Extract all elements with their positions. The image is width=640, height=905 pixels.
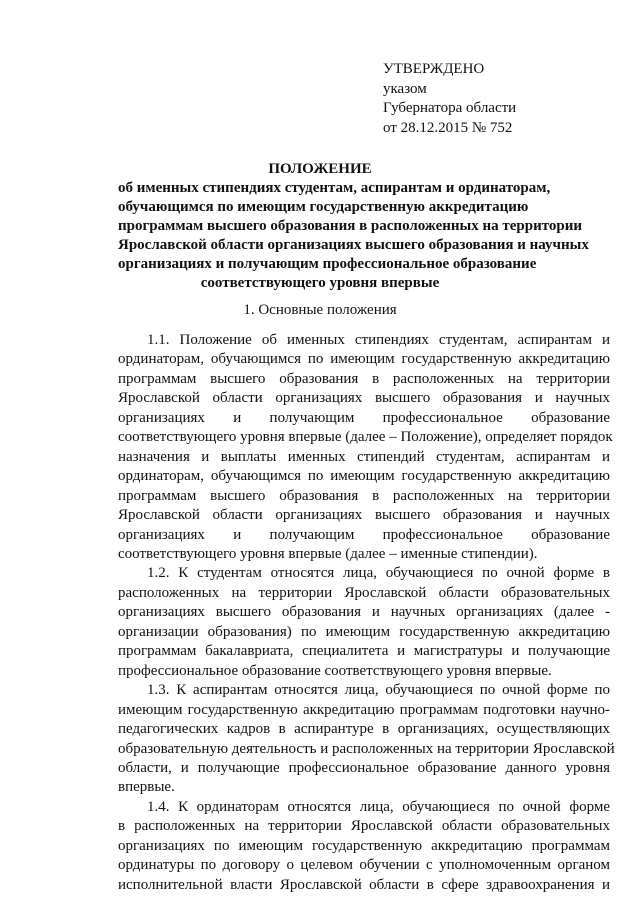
title-line: обучающимся по имеющим государственную аккредитацию bbox=[118, 199, 529, 215]
paragraph-1-2 bbox=[118, 564, 610, 681]
approval-stamp bbox=[383, 60, 516, 138]
text-line: ординаторам, обучающимся по имеющим государственную аккредитацию bbox=[118, 468, 610, 485]
title-line: программам высшего образования в расположенных на территории bbox=[118, 218, 583, 234]
text-line: 1.4. К ординаторам относятся лица, обучающиеся по очной форме bbox=[147, 798, 610, 815]
text-line: 1.3. К аспирантам относятся лица, обучающиеся по очной форме по bbox=[147, 682, 610, 699]
text-line: организациях и получающим профессиональное образование bbox=[118, 409, 610, 426]
text-line: соответствующего уровня впервые (далее – Положение), определяет порядок bbox=[118, 429, 613, 446]
document-body bbox=[118, 331, 615, 895]
approval-line-decree: указом bbox=[383, 80, 427, 97]
title-line: организациях и получающим профессиональное образование bbox=[118, 256, 537, 272]
approval-line-date-number: от 28.12.2015 № 752 bbox=[383, 119, 513, 136]
paragraph-1-1 bbox=[118, 331, 613, 564]
text-line: впервые. bbox=[118, 779, 175, 796]
text-line: 1.1. Положение об именных стипендиях студентам, аспирантам и bbox=[147, 332, 610, 348]
text-line: Ярославской области организациях высшего образования и научных bbox=[118, 507, 610, 524]
text-line: образовательную деятельность и расположенных на территории Ярославской bbox=[118, 740, 615, 757]
text-line: программам высшего образования в расположенных на территории bbox=[118, 487, 610, 504]
text-line: организациях по имеющим государственную аккредитацию программам bbox=[118, 837, 610, 854]
text-line: расположенных на территории Ярославской области образовательных bbox=[118, 584, 610, 601]
text-line: соответствующего уровня впервые (далее – именные стипендии). bbox=[118, 545, 538, 562]
text-line: программам бакалавриата, специалитета и магистратуры и получающие bbox=[118, 643, 610, 660]
document-heading: ПОЛОЖЕНИЕ bbox=[268, 161, 372, 177]
title-line: Ярославской области организациях высшего образования и научных bbox=[118, 237, 589, 253]
text-line: педагогических кадров в аспирантуре в организациях, осуществляющих bbox=[118, 721, 610, 738]
title-line: об именных стипендиях студентам, аспирантам и ординаторам, bbox=[118, 180, 551, 196]
text-line: имеющим государственную аккредитацию программам подготовки научно- bbox=[118, 701, 610, 718]
text-line: ординатуры по договору о целевом обучении с уполномоченным органом bbox=[118, 857, 610, 874]
text-line: назначения и выплаты именных стипендий студентам, аспирантам и bbox=[118, 448, 610, 465]
text-line: Ярославской области организациях высшего образования и научных bbox=[118, 390, 610, 407]
text-line: организациях и получающим профессиональное образование bbox=[118, 526, 610, 543]
approval-line-approved: УТВЕРЖДЕНО bbox=[383, 61, 485, 77]
paragraph-1-4 bbox=[118, 798, 610, 895]
text-line: исполнительной власти Ярославской области в сфере здравоохранения и bbox=[118, 876, 610, 893]
text-line: области, и получающие профессиональное образование данного уровня bbox=[118, 759, 610, 776]
text-line: 1.2. К студентам относятся лица, обучающиеся по очной форме в bbox=[147, 565, 610, 582]
approval-line-governor: Губернатора области bbox=[383, 100, 517, 116]
section-heading: 1. Основные положения bbox=[243, 302, 397, 318]
title-line: соответствующего уровня впервые bbox=[200, 275, 440, 291]
text-line: программам высшего образования в расположенных на территории bbox=[118, 370, 610, 387]
text-line: организации образования) по имеющим государственную аккредитацию bbox=[118, 623, 610, 640]
text-line: ординаторам, обучающимся по имеющим государственную аккредитацию bbox=[118, 351, 610, 368]
text-line: в расположенных на территории Ярославской области образовательных bbox=[118, 818, 610, 835]
text-line: организациях высшего образования и научных организациях (далее - bbox=[118, 604, 610, 621]
text-line: профессиональное образование соответствующего уровня впервые. bbox=[118, 662, 552, 679]
paragraph-1-3 bbox=[118, 681, 615, 798]
document-title bbox=[118, 160, 589, 293]
